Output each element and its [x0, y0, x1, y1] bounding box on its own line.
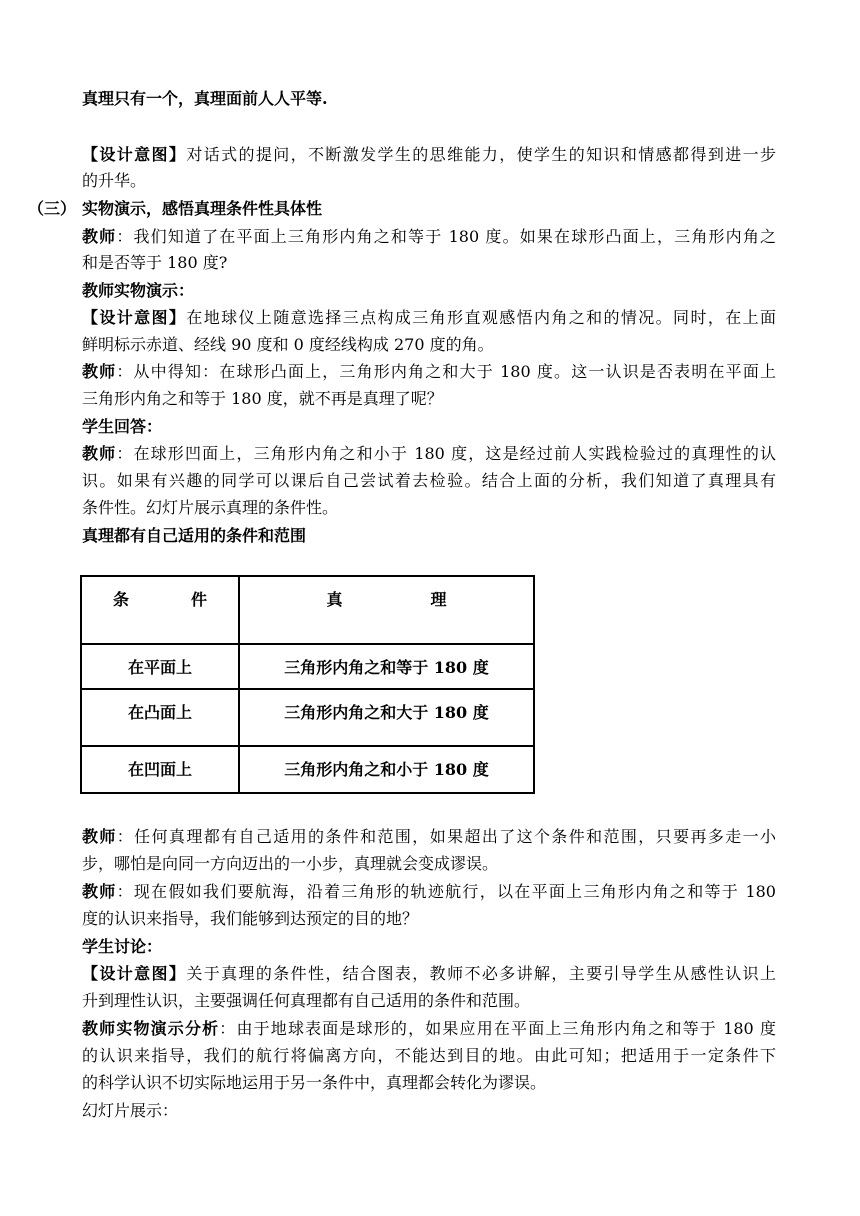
paragraph-text: 关于真理的条件性，结合图表，教师不必多讲解，主要引导学生从感性认识上	[186, 964, 776, 983]
table-row	[81, 746, 534, 793]
table-header-cell	[81, 576, 239, 644]
speaker-label: 教师	[82, 827, 117, 846]
teacher-paragraph-1	[82, 227, 776, 247]
speaker-label: 教师	[82, 444, 117, 463]
paragraph-text: ：任何真理都有自己适用的条件和范围，如果超出了这个条件和范围，只要再多走一小	[116, 827, 776, 846]
table-cell: 三角形内角之和等于 180 度	[239, 644, 534, 689]
table-cell: 在凸面上	[81, 689, 239, 746]
table-row	[81, 644, 534, 689]
table-cell: 三角形内角之和大于 180 度	[239, 689, 534, 746]
student-discussion-label: 学生讨论：	[82, 937, 163, 956]
design-intent-paragraph-3	[82, 964, 776, 984]
paragraph-text: 度的认识来指导，我们能够到达预定的目的地？	[82, 909, 419, 928]
teacher-paragraph-5	[82, 882, 776, 902]
design-intent-paragraph-1	[82, 145, 776, 165]
student-answer-label: 学生回答：	[82, 417, 163, 436]
paragraph-text: 对话式的提问，不断激发学生的思维能力，使学生的知识和情感都得到进一步	[186, 145, 776, 164]
table-header-cell	[239, 576, 534, 644]
slide-show-label: 幻灯片展示：	[82, 1101, 179, 1120]
paragraph-text: 识。如果有兴趣的同学可以课后自己尝试着去检验。结合上面的分析，我们知道了真理具有	[82, 471, 776, 490]
header-truth: 真理	[326, 590, 447, 609]
table-row	[81, 689, 534, 746]
table-caption: 真理都有自己适用的条件和范围	[82, 526, 307, 545]
table-cell: 在平面上	[81, 644, 239, 689]
paragraph-text: 的认识来指导，我们的航行将偏离方向，不能达到目的地。由此可知；把适用于一定条件下	[82, 1046, 776, 1065]
paragraph-text: 在地球仪上随意选择三点构成三角形直观感悟内角之和的情况。同时，在上面	[186, 308, 776, 327]
table-header-row	[81, 576, 534, 644]
speaker-label: 教师	[82, 362, 117, 381]
section-title: 实物演示，感悟真理条件性具体性	[82, 199, 323, 218]
section-heading-3	[28, 199, 322, 219]
truth-equality-line: 真理只有一个，真理面前人人平等.	[82, 89, 328, 108]
design-intent-label: 【设计意图】	[82, 145, 187, 164]
paragraph-text: 步，哪怕是向同一方向迈出的一小步，真理就会变成谬误。	[82, 854, 499, 873]
paragraph-text: 条件性。幻灯片展示真理的条件性。	[82, 498, 339, 517]
design-intent-label: 【设计意图】	[82, 964, 187, 983]
design-intent-paragraph-2	[82, 308, 776, 328]
paragraph-text: ：在球形凹面上，三角形内角之和小于 180 度，这是经过前人实践检验过的真理性的认	[116, 444, 776, 463]
speaker-label: 教师实物演示分析	[82, 1019, 220, 1038]
paragraph-text: 和是否等于 180 度?	[82, 253, 228, 272]
paragraph-text: ：我们知道了在平面上三角形内角之和等于 180 度。如果在球形凸面上，三角形内角之	[116, 227, 776, 246]
paragraph-text: 的科学认识不切实际地运用于另一条件中，真理都会转化为谬误。	[82, 1073, 547, 1092]
speaker-label: 教师	[82, 882, 117, 901]
paragraph-text: ：由于地球表面是球形的，如果应用在平面上三角形内角之和等于 180 度	[219, 1019, 776, 1038]
teacher-demo-label: 教师实物演示：	[82, 281, 195, 300]
truth-conditions-table	[80, 575, 535, 794]
design-intent-label: 【设计意图】	[82, 308, 187, 327]
table-cell: 三角形内角之和小于 180 度	[239, 746, 534, 793]
section-number: （三）	[28, 199, 77, 218]
paragraph-text: 的升华。	[82, 171, 147, 190]
header-condition: 条件	[113, 590, 207, 609]
paragraph-text: 鲜明标示赤道、经线 90 度和 0 度经线构成 270 度的角。	[82, 335, 494, 354]
teacher-paragraph-3	[82, 444, 776, 464]
teacher-paragraph-2	[82, 362, 776, 382]
paragraph-text: 升到理性认识，主要强调任何真理都有自己适用的条件和范围。	[82, 991, 531, 1010]
teacher-demo-analysis-paragraph	[82, 1019, 776, 1039]
table-cell: 在凹面上	[81, 746, 239, 793]
teacher-paragraph-4	[82, 827, 776, 847]
paragraph-text: ：从中得知：在球形凸面上，三角形内角之和大于 180 度。这一认识是否表明在平面上	[116, 362, 776, 381]
paragraph-text: 三角形内角之和等于 180 度，就不再是真理了呢？	[82, 389, 443, 408]
paragraph-text: ：现在假如我们要航海，沿着三角形的轨迹航行，以在平面上三角形内角之和等于 180	[116, 882, 776, 901]
speaker-label: 教师	[82, 227, 117, 246]
